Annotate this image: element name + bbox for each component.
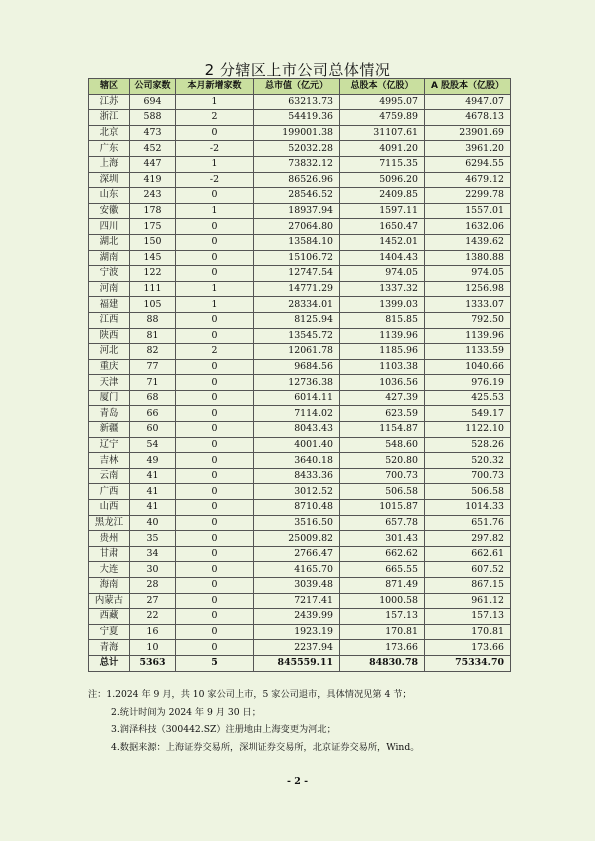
table-cell: 0 <box>176 500 254 516</box>
table-cell: 四川 <box>89 219 130 235</box>
table-cell: 54 <box>130 437 176 453</box>
table-row <box>89 422 511 438</box>
table-cell: 吉林 <box>89 453 130 469</box>
table-cell: 0 <box>176 468 254 484</box>
table-cell: 广西 <box>89 484 130 500</box>
table-row <box>89 500 511 516</box>
table-cell: 4759.89 <box>340 110 425 126</box>
table-cell: 0 <box>176 328 254 344</box>
table-cell: 天津 <box>89 375 130 391</box>
table-row <box>89 297 511 313</box>
table-cell: 0 <box>176 250 254 266</box>
table-cell: 71 <box>130 375 176 391</box>
table-row <box>89 219 511 235</box>
table-cell: 7217.41 <box>254 593 340 609</box>
table-cell: 16 <box>130 624 176 640</box>
table-cell: 5096.20 <box>340 172 425 188</box>
table-row <box>89 406 511 422</box>
table-row <box>89 156 511 172</box>
table-row <box>89 546 511 562</box>
table-cell: 170.81 <box>340 624 425 640</box>
table-cell: 1133.59 <box>425 344 511 360</box>
table-cell: 0 <box>176 640 254 656</box>
table-cell: 0 <box>176 406 254 422</box>
table-cell: 深圳 <box>89 172 130 188</box>
table-row <box>89 390 511 406</box>
table-header-row <box>89 79 511 95</box>
table-cell: 662.61 <box>425 546 511 562</box>
table-cell: 18937.94 <box>254 203 340 219</box>
table-cell: 1139.96 <box>425 328 511 344</box>
table-cell: 427.39 <box>340 390 425 406</box>
table-cell: 4678.13 <box>425 110 511 126</box>
table-row <box>89 203 511 219</box>
table-row <box>89 125 511 141</box>
table-cell: 700.73 <box>425 468 511 484</box>
footnote: 3.润泽科技（300442.SZ）注册地由上海变更为河北； <box>111 724 336 735</box>
column-header: 本月新增家数 <box>176 79 254 95</box>
table-cell: 3961.20 <box>425 141 511 157</box>
table-cell: 0 <box>176 546 254 562</box>
table-cell: 63213.73 <box>254 94 340 110</box>
table-row <box>89 188 511 204</box>
table-cell: 1632.06 <box>425 219 511 235</box>
table-cell: 安徽 <box>89 203 130 219</box>
table-cell: 13545.72 <box>254 328 340 344</box>
table-row <box>89 94 511 110</box>
table-cell: 520.80 <box>340 453 425 469</box>
table-cell: 0 <box>176 390 254 406</box>
table-cell: 1 <box>176 156 254 172</box>
table-cell: 815.85 <box>340 312 425 328</box>
table-cell: 1 <box>176 203 254 219</box>
table-cell: 34 <box>130 546 176 562</box>
table-cell: 宁夏 <box>89 624 130 640</box>
table-cell: 0 <box>176 359 254 375</box>
table-row <box>89 453 511 469</box>
table-cell: 新疆 <box>89 422 130 438</box>
table-cell: 山西 <box>89 500 130 516</box>
table-cell: 35 <box>130 531 176 547</box>
table-cell: 0 <box>176 219 254 235</box>
table-row <box>89 141 511 157</box>
table-cell: 1452.01 <box>340 234 425 250</box>
table-cell: 1337.32 <box>340 281 425 297</box>
table-cell: 宁波 <box>89 266 130 282</box>
table-cell: 2237.94 <box>254 640 340 656</box>
table-cell: 0 <box>176 422 254 438</box>
table-cell: 1650.47 <box>340 219 425 235</box>
total-cell: 845559.11 <box>254 655 340 671</box>
table-cell: 88 <box>130 312 176 328</box>
table-row <box>89 562 511 578</box>
table-cell: 广东 <box>89 141 130 157</box>
table-row <box>89 375 511 391</box>
table-cell: 陕西 <box>89 328 130 344</box>
table-cell: 40 <box>130 515 176 531</box>
table-cell: 81 <box>130 328 176 344</box>
table-cell: 1 <box>176 281 254 297</box>
table-cell: 60 <box>130 422 176 438</box>
table-cell: 30 <box>130 562 176 578</box>
table-cell: 419 <box>130 172 176 188</box>
table-cell: 41 <box>130 484 176 500</box>
table-cell: 1923.19 <box>254 624 340 640</box>
table-cell: 28546.52 <box>254 188 340 204</box>
table-cell: 0 <box>176 578 254 594</box>
table-cell: 25009.82 <box>254 531 340 547</box>
table-cell: 0 <box>176 484 254 500</box>
table-cell: 86526.96 <box>254 172 340 188</box>
table-cell: 湖北 <box>89 234 130 250</box>
table-cell: 520.32 <box>425 453 511 469</box>
footnotes <box>88 686 419 756</box>
table-cell: 甘肃 <box>89 546 130 562</box>
table-cell: 2 <box>176 110 254 126</box>
table-row <box>89 593 511 609</box>
table-cell: 243 <box>130 188 176 204</box>
table-cell: 0 <box>176 437 254 453</box>
table-cell: 105 <box>130 297 176 313</box>
table-cell: 607.52 <box>425 562 511 578</box>
table-cell: 41 <box>130 468 176 484</box>
table-cell: 1014.33 <box>425 500 511 516</box>
table-cell: 江西 <box>89 312 130 328</box>
table-cell: 867.15 <box>425 578 511 594</box>
table-cell: 145 <box>130 250 176 266</box>
table-cell: 66 <box>130 406 176 422</box>
table-row <box>89 468 511 484</box>
table-cell: 4995.07 <box>340 94 425 110</box>
table-row <box>89 624 511 640</box>
table-cell: 厦门 <box>89 390 130 406</box>
footnote: 注：1.2024 年 9 月，共 10 家公司上市，5 家公司退市，具体情况见第 4 节； <box>88 689 412 700</box>
table-cell: 41 <box>130 500 176 516</box>
table-cell: 0 <box>176 593 254 609</box>
table-cell: 2766.47 <box>254 546 340 562</box>
table-cell: 871.49 <box>340 578 425 594</box>
table-cell: 452 <box>130 141 176 157</box>
table-cell: 549.17 <box>425 406 511 422</box>
page-number: - 2 - <box>286 776 309 787</box>
table-cell: 54419.36 <box>254 110 340 126</box>
table-cell: 73832.12 <box>254 156 340 172</box>
table-cell: 961.12 <box>425 593 511 609</box>
table-cell: 0 <box>176 531 254 547</box>
table-row <box>89 234 511 250</box>
table-cell: 1 <box>176 94 254 110</box>
table-cell: 1404.43 <box>340 250 425 266</box>
table-cell: 江苏 <box>89 94 130 110</box>
table-cell: -2 <box>176 172 254 188</box>
table-cell: 青海 <box>89 640 130 656</box>
table-row <box>89 578 511 594</box>
table-cell: 12061.78 <box>254 344 340 360</box>
total-cell: 5363 <box>130 655 176 671</box>
total-cell: 75334.70 <box>425 655 511 671</box>
total-row <box>89 655 511 671</box>
table-cell: 1333.07 <box>425 297 511 313</box>
table-row <box>89 172 511 188</box>
table-cell: 0 <box>176 624 254 640</box>
table-cell: 976.19 <box>425 375 511 391</box>
table-cell: 1000.58 <box>340 593 425 609</box>
table-cell: 0 <box>176 515 254 531</box>
table-cell: 1036.56 <box>340 375 425 391</box>
table-cell: 0 <box>176 453 254 469</box>
table-cell: 157.13 <box>425 609 511 625</box>
table-cell: 海南 <box>89 578 130 594</box>
table-cell: 山东 <box>89 188 130 204</box>
table-cell: 7115.35 <box>340 156 425 172</box>
table-cell: 0 <box>176 609 254 625</box>
table-cell: 浙江 <box>89 110 130 126</box>
table-cell: 7114.02 <box>254 406 340 422</box>
table-cell: 3640.18 <box>254 453 340 469</box>
table-cell: 657.78 <box>340 515 425 531</box>
table-cell: 700.73 <box>340 468 425 484</box>
table-cell: 111 <box>130 281 176 297</box>
table-cell: 1185.96 <box>340 344 425 360</box>
table-cell: 665.55 <box>340 562 425 578</box>
table-cell: 974.05 <box>425 266 511 282</box>
table-cell: 8433.36 <box>254 468 340 484</box>
table-cell: 297.82 <box>425 531 511 547</box>
table-row <box>89 515 511 531</box>
table-row <box>89 484 511 500</box>
table-cell: 1557.01 <box>425 203 511 219</box>
table-cell: 588 <box>130 110 176 126</box>
table-cell: 447 <box>130 156 176 172</box>
table-cell: 1154.87 <box>340 422 425 438</box>
table-cell: 9684.56 <box>254 359 340 375</box>
table-cell: 1597.11 <box>340 203 425 219</box>
table-cell: 301.43 <box>340 531 425 547</box>
table-row <box>89 250 511 266</box>
table-row <box>89 640 511 656</box>
table-cell: 云南 <box>89 468 130 484</box>
table-cell: 1256.98 <box>425 281 511 297</box>
table-cell: 2439.99 <box>254 609 340 625</box>
table-row <box>89 281 511 297</box>
table-cell: 黑龙江 <box>89 515 130 531</box>
table-cell: 1 <box>176 297 254 313</box>
table-cell: 0 <box>176 312 254 328</box>
table-cell: 178 <box>130 203 176 219</box>
table-cell: 4001.40 <box>254 437 340 453</box>
table-cell: 6294.55 <box>425 156 511 172</box>
table-cell: 8125.94 <box>254 312 340 328</box>
table-row <box>89 266 511 282</box>
footnote: 2.统计时间为 2024 年 9 月 30 日； <box>111 706 261 718</box>
table-cell: 重庆 <box>89 359 130 375</box>
table-cell: 1439.62 <box>425 234 511 250</box>
table-cell: 1015.87 <box>340 500 425 516</box>
table-cell: 0 <box>176 562 254 578</box>
table-title: 2 分辖区上市公司总体情况 <box>204 61 391 79</box>
table-cell: 3012.52 <box>254 484 340 500</box>
table-cell: 福建 <box>89 297 130 313</box>
table-cell: 27064.80 <box>254 219 340 235</box>
table-cell: 8043.43 <box>254 422 340 438</box>
table-cell: 528.26 <box>425 437 511 453</box>
table-cell: 3516.50 <box>254 515 340 531</box>
table-row <box>89 312 511 328</box>
table-row <box>89 328 511 344</box>
table-row <box>89 531 511 547</box>
listed-companies-by-region-table <box>88 78 511 672</box>
table-cell: 湖南 <box>89 250 130 266</box>
table-cell: 150 <box>130 234 176 250</box>
table-cell: 27 <box>130 593 176 609</box>
table-cell: 青岛 <box>89 406 130 422</box>
table-cell: 199001.38 <box>254 125 340 141</box>
table-cell: 12736.38 <box>254 375 340 391</box>
table-cell: 0 <box>176 375 254 391</box>
table-cell: 694 <box>130 94 176 110</box>
total-cell: 84830.78 <box>340 655 425 671</box>
table-cell: 1103.38 <box>340 359 425 375</box>
table-row <box>89 609 511 625</box>
table-cell: 974.05 <box>340 266 425 282</box>
column-header: 辖区 <box>89 79 130 95</box>
table-cell: 1139.96 <box>340 328 425 344</box>
table-cell: 12747.54 <box>254 266 340 282</box>
table-cell: 77 <box>130 359 176 375</box>
total-cell: 总计 <box>89 655 130 671</box>
table-cell: 10 <box>130 640 176 656</box>
table-cell: 大连 <box>89 562 130 578</box>
table-cell: 31107.61 <box>340 125 425 141</box>
table-cell: 上海 <box>89 156 130 172</box>
table-cell: 北京 <box>89 125 130 141</box>
table-cell: 792.50 <box>425 312 511 328</box>
table-cell: 1399.03 <box>340 297 425 313</box>
table-cell: 13584.10 <box>254 234 340 250</box>
table-cell: 6014.11 <box>254 390 340 406</box>
table-cell: -2 <box>176 141 254 157</box>
table-cell: 52032.28 <box>254 141 340 157</box>
table-cell: 1380.88 <box>425 250 511 266</box>
table-cell: 0 <box>176 125 254 141</box>
total-cell: 5 <box>176 655 254 671</box>
table-cell: 506.58 <box>425 484 511 500</box>
table-cell: 49 <box>130 453 176 469</box>
table-cell: 28 <box>130 578 176 594</box>
table-cell: 8710.48 <box>254 500 340 516</box>
table-row <box>89 359 511 375</box>
column-header: A 股股本（亿股） <box>425 79 511 95</box>
table-cell: 662.62 <box>340 546 425 562</box>
table-cell: 173.66 <box>425 640 511 656</box>
table-cell: 河北 <box>89 344 130 360</box>
table-cell: 4947.07 <box>425 94 511 110</box>
table-row <box>89 110 511 126</box>
column-header: 总股本（亿股） <box>340 79 425 95</box>
column-header: 总市值（亿元） <box>254 79 340 95</box>
table-cell: 623.59 <box>340 406 425 422</box>
table-cell: 2299.78 <box>425 188 511 204</box>
table-cell: 68 <box>130 390 176 406</box>
table-cell: 河南 <box>89 281 130 297</box>
table-cell: 28334.01 <box>254 297 340 313</box>
table-row <box>89 344 511 360</box>
table-cell: 473 <box>130 125 176 141</box>
table-cell: 贵州 <box>89 531 130 547</box>
table-cell: 506.58 <box>340 484 425 500</box>
table-cell: 1040.66 <box>425 359 511 375</box>
table-cell: 23901.69 <box>425 125 511 141</box>
table-cell: 157.13 <box>340 609 425 625</box>
column-header: 公司家数 <box>130 79 176 95</box>
table-cell: 内蒙古 <box>89 593 130 609</box>
table-cell: 170.81 <box>425 624 511 640</box>
table-cell: 0 <box>176 234 254 250</box>
table-cell: 15106.72 <box>254 250 340 266</box>
table-cell: 1122.10 <box>425 422 511 438</box>
table-cell: 4679.12 <box>425 172 511 188</box>
table-cell: 西藏 <box>89 609 130 625</box>
table-cell: 4165.70 <box>254 562 340 578</box>
table-cell: 548.60 <box>340 437 425 453</box>
footnote: 4.数据来源：上海证券交易所，深圳证券交易所，北京证券交易所，Wind。 <box>111 741 420 753</box>
table-cell: 175 <box>130 219 176 235</box>
table-cell: 173.66 <box>340 640 425 656</box>
table-cell: 14771.29 <box>254 281 340 297</box>
table-cell: 122 <box>130 266 176 282</box>
table-cell: 82 <box>130 344 176 360</box>
table-cell: 辽宁 <box>89 437 130 453</box>
table-cell: 651.76 <box>425 515 511 531</box>
table-cell: 0 <box>176 266 254 282</box>
table-cell: 2409.85 <box>340 188 425 204</box>
table-cell: 3039.48 <box>254 578 340 594</box>
table-cell: 4091.20 <box>340 141 425 157</box>
table-cell: 22 <box>130 609 176 625</box>
table-cell: 2 <box>176 344 254 360</box>
table-cell: 0 <box>176 188 254 204</box>
table-row <box>89 437 511 453</box>
table-cell: 425.53 <box>425 390 511 406</box>
